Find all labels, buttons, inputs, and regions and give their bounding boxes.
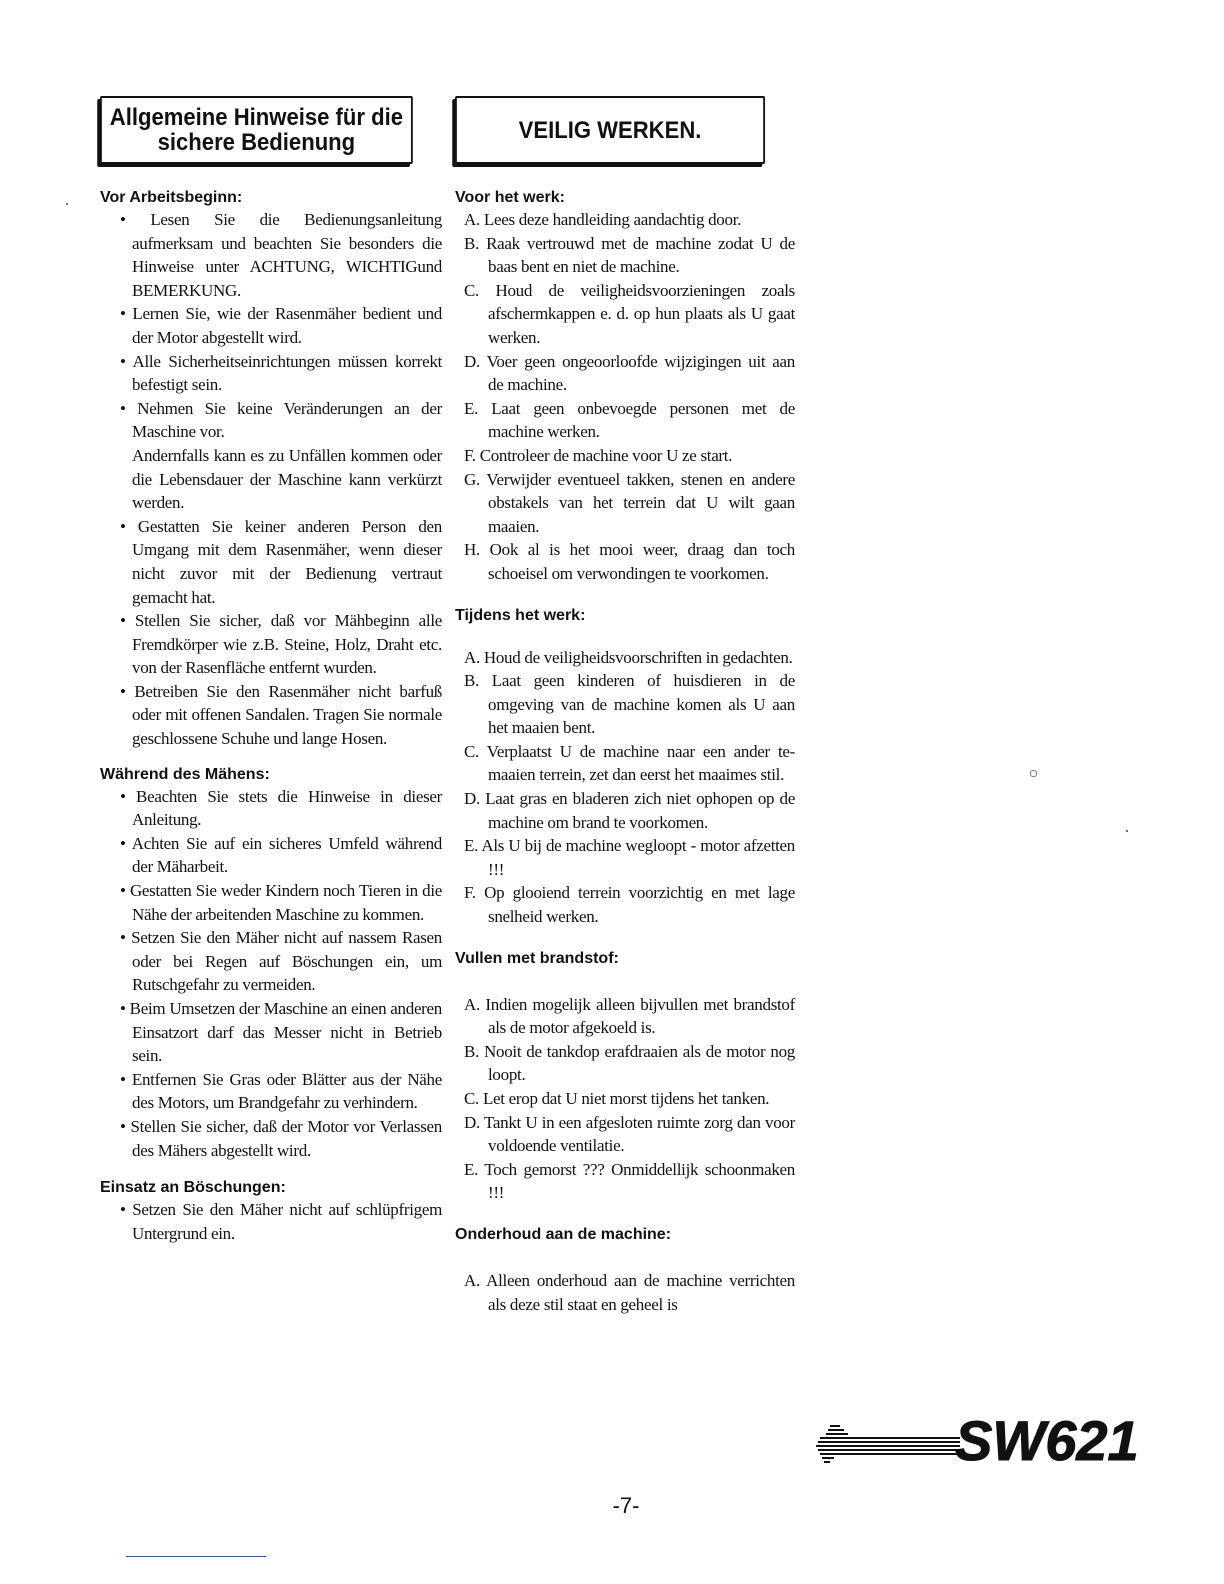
list-item: B. Nooit de tankdop erafdraaien als de motor nog loopt. (464, 1041, 795, 1085)
list-item-text: • Nehmen Sie keine Veränderungen an der Maschine vor. (120, 398, 442, 442)
list-item: • Entfernen Sie Gras oder Blätter aus der Nähe des Motors, um Brandgefahr zu verhindern. (120, 1069, 442, 1113)
list-item: D. Laat gras en bladeren zich niet ophopen op de machine om brand te voorkomen. (464, 789, 795, 832)
german-title-box (100, 96, 413, 164)
list-onderhoud-aan-de-machine (455, 1269, 795, 1316)
list-item (100, 397, 442, 515)
section-heading-vor-arbeitsbeginn: Vor Arbeitsbeginn: (100, 189, 243, 206)
list-item: • Gestatten Sie keiner anderen Person den Umgang mit dem Rasenmäher, wenn dieser nicht zuvor mit der Bedienung vertraut gemacht hat. (120, 516, 442, 607)
german-title-line-2: sichere Bedienung (157, 129, 356, 156)
list-item: • Stellen Sie sicher, daß der Motor vor Verlassen des Mähers abgestellt wird. (120, 1116, 442, 1160)
list-item: D. Tankt U in een afgesloten ruimte zorg dan voor voldoende ventilatie. (464, 1112, 795, 1156)
list-item: C. Let erop dat U niet morst tijdens het tanken. (464, 1089, 770, 1108)
list-item: • Setzen Sie den Mäher nicht auf schlüpfrigem Untergrund ein. (120, 1200, 442, 1243)
list-item: A. Indien mogelijk alleen bijvullen met brandstof als de motor afgekoeld is. (464, 994, 795, 1038)
bottom-rule (126, 1556, 266, 1557)
list-vor-arbeitsbeginn (100, 208, 442, 751)
section-heading-einsatz-an-boeschungen: Einsatz an Böschungen: (100, 1179, 286, 1197)
list-voor-het-werk (455, 208, 795, 586)
list-item: • Lernen Sie, wie der Rasenmäher bedient und der Motor abgestellt wird. (120, 304, 442, 347)
section-heading-voor-het-werk: Voor het werk: (455, 189, 565, 206)
list-item: • Beim Umsetzen der Maschine an einen anderen Einsatzort darf das Messer nicht in Betrieb sein. (120, 999, 442, 1066)
list-item: G. Verwijder eventueel takken, stenen en andere obstakels van het terrein dat U wilt gaan maaien. (464, 469, 795, 536)
list-item: • Gestatten Sie weder Kindern noch Tieren in die Nähe der arbeitenden Maschine zu kommen. (120, 881, 442, 924)
list-item: B. Laat geen kinderen of huisdieren in de omgeving van de machine komen als U aan het maaien bent. (464, 671, 795, 738)
list-item: • Betreiben Sie den Rasenmäher nicht barfuß oder mit offenen Sandalen. Tragen Sie normale geschlossene Schuhe und lange Hosen. (120, 681, 442, 749)
dutch-title-box (455, 96, 765, 164)
german-title-line-1: Allgemeine Hinweise für die (109, 104, 404, 131)
list-item: • Beachten Sie stets die Hinweise in dieser Anleitung. (120, 786, 442, 830)
german-column (100, 96, 442, 1245)
logo-text: SW621 (955, 1409, 1139, 1472)
list-item-note: Andernfalls kann es zu Unfällen kommen oder die Lebensdauer der Maschine kann verkürzt werden. (132, 445, 442, 513)
scan-speck (1126, 830, 1128, 832)
list-item: F. Op glooiend terrein voorzichtig en met lage snelheid werken. (464, 883, 795, 927)
list-item: • Lesen Sie die Bedienungsanleitung aufmerksam und beachten Sie besonders die Hinweise unter ACHTUNG, WICHTIGund BEMERKUNG. (120, 210, 442, 300)
list-item: D. Voer geen ongeoorloofde wijzigingen uit aan de machine. (464, 351, 795, 395)
list-item: E. Laat geen onbevoegde personen met de machine werken. (464, 398, 795, 442)
list-item: C. Verplaatst U de machine naar een ander te- maaien terrein, zet dan eerst het maaimes stil. (464, 741, 795, 785)
list-item: A. Lees deze handleiding aandachtig door. (464, 210, 742, 229)
dutch-column (455, 96, 795, 1316)
list-item: • Alle Sicherheitseinrichtungen müssen korrekt befestigt sein. (120, 351, 442, 395)
list-vullen-met-brandstof (455, 993, 795, 1205)
section-heading-vullen-met-brandstof: Vullen met brandstof: (455, 949, 619, 967)
sw621-logo (810, 1398, 1140, 1473)
list-tijdens-het-werk (455, 646, 795, 929)
list-item: A. Houd de veiligheidsvoorschriften in gedachten. (464, 647, 793, 667)
list-item: • Stellen Sie sicher, daß vor Mähbeginn alle Fremdkörper wie z.B. Steine, Holz, Draht etc. von der Rasenfläche entfernt wurden. (120, 611, 442, 678)
list-item: A. Alleen onderhoud aan de machine verrichten als deze stil staat en geheel is (464, 1270, 795, 1314)
list-item: C. Houd de veiligheidsvoorzieningen zoals afschermkappen e. d. op hun plaats als U gaat werken. (464, 280, 795, 347)
list-item: F. Controleer de machine voor U ze start. (464, 445, 733, 465)
list-einsatz-an-boeschungen (100, 1198, 442, 1245)
section-heading-onderhoud-aan-de-machine: Onderhoud aan de machine: (455, 1225, 672, 1243)
section-heading-waehrend-des-maehens: Während des Mähens: (100, 765, 270, 783)
page-number: -7- (612, 1493, 640, 1518)
list-item: E. Toch gemorst ??? Onmiddellijk schoonmaken !!! (464, 1159, 795, 1203)
section-heading-tijdens-het-werk: Tijdens het werk: (455, 606, 586, 624)
list-item: H. Ook al is het mooi weer, draag dan toch schoeisel om verwondingen te voorkomen. (464, 540, 795, 583)
scan-speck (1030, 770, 1037, 777)
list-item: • Achten Sie auf ein sicheres Umfeld während der Mäharbeit. (120, 833, 442, 877)
list-item: B. Raak vertrouwd met de machine zodat U de baas bent en niet de machine. (464, 233, 795, 277)
logo-speed-lines (816, 1426, 960, 1462)
list-item: • Setzen Sie den Mäher nicht auf nassem Rasen oder bei Regen auf Böschungen ein, um Rutschgefahr zu vermeiden. (120, 928, 442, 995)
dutch-title: VEILIG WERKEN. (518, 116, 702, 144)
scan-speck (66, 203, 68, 205)
list-waehrend-des-maehens (100, 785, 442, 1163)
list-item: E. Als U bij de machine wegloopt - motor afzetten !!! (464, 836, 795, 879)
